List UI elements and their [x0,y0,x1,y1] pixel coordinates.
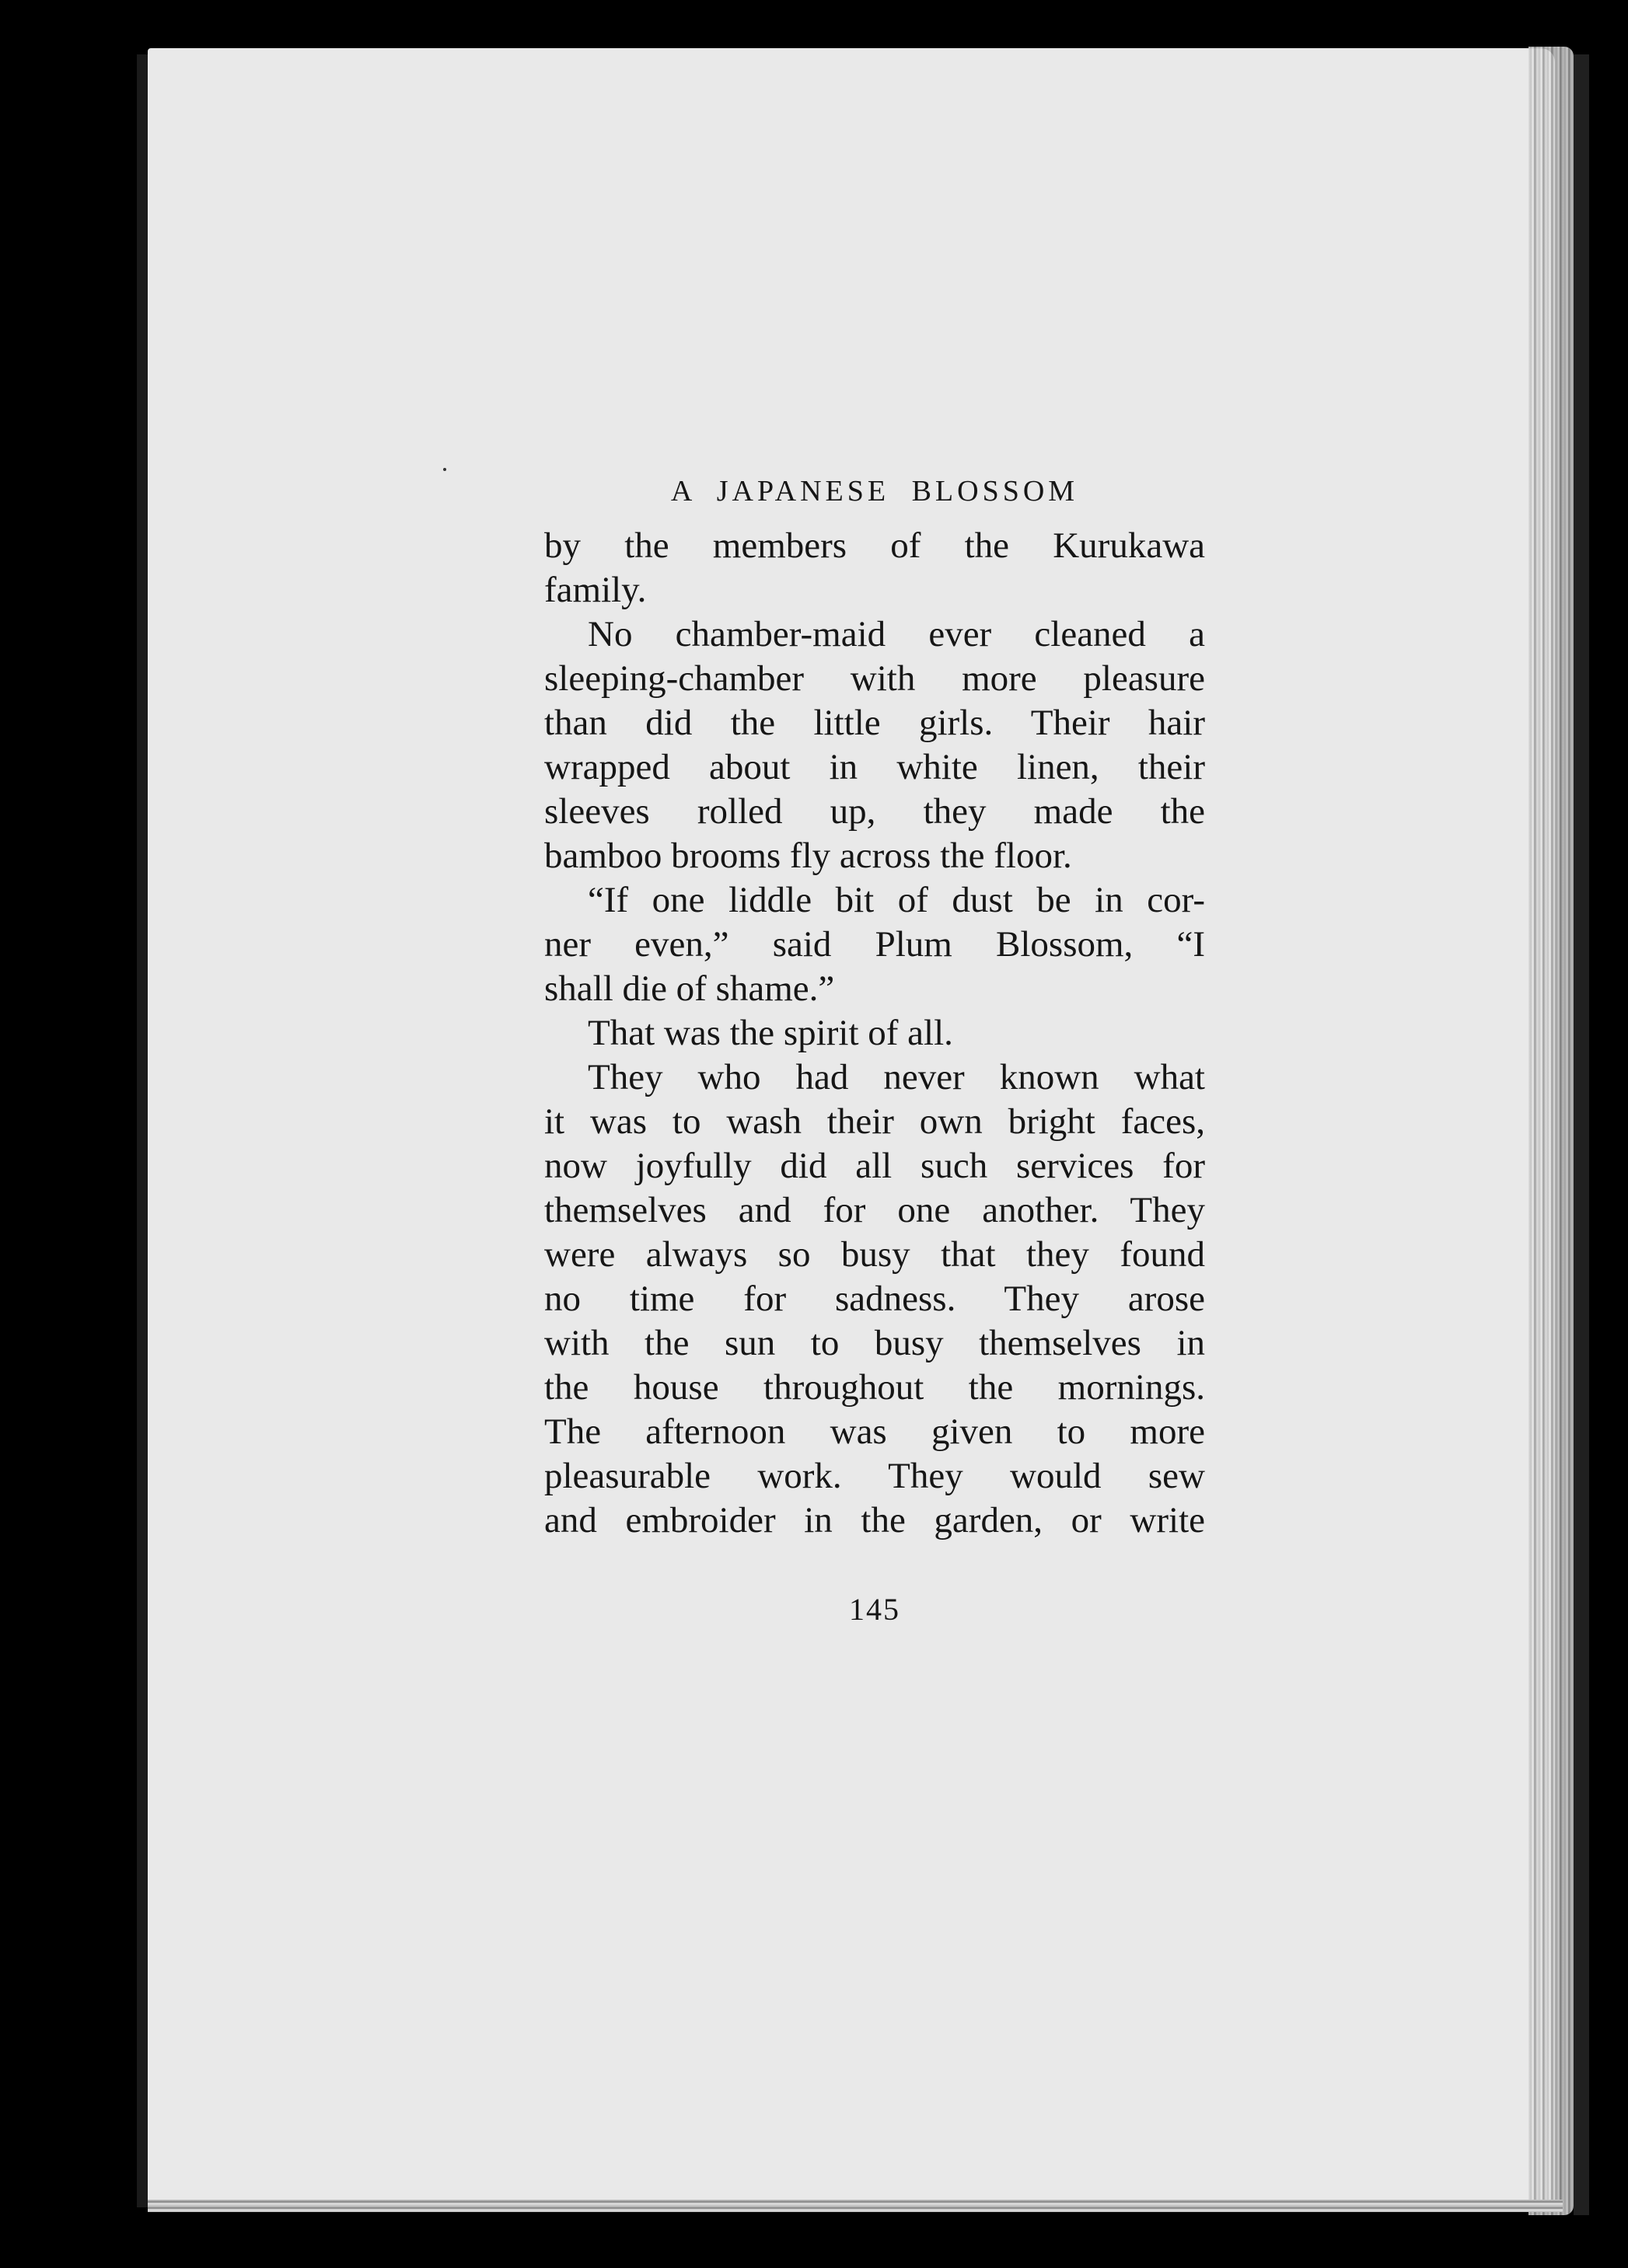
text-line: it was to wash their own bright faces, [544,1101,1205,1142]
text-line: They who had never known what [588,1057,1205,1097]
text-line: bamboo brooms fly across the floor. [544,836,1072,876]
edge-shadow [1574,54,1589,2215]
page-number: 145 [849,1592,900,1627]
text-line: wrapped about in white linen, their [544,747,1205,787]
ink-speck [443,468,446,471]
book-page [148,48,1555,2209]
text-line: and embroider in the garden, or write [544,1500,1205,1540]
text-line: No chamber-maid ever cleaned a [588,614,1205,654]
text-line: were always so busy that they found [544,1234,1205,1275]
text-line: now joyfully did all such services for [544,1146,1205,1186]
text-line: pleasurable work. They would sew [544,1456,1205,1496]
text-line: sleeping-chamber with more pleasure [544,658,1205,699]
text-line: That was the spirit of all. [588,1013,953,1053]
text-line: ner even,” said Plum Blossom, “I [544,924,1205,965]
text-line: The afternoon was given to more [544,1411,1205,1452]
text-line: “If one liddle bit of dust be in cor- [588,880,1205,920]
text-line: shall die of shame.” [544,968,835,1009]
page-bottom-edge [148,2200,1563,2212]
running-head: A JAPANESE BLOSSOM [670,475,1079,508]
text-line: sleeves rolled up, they made the [544,791,1205,832]
text-line: with the sun to busy themselves in [544,1323,1205,1363]
text-line: by the members of the Kurukawa [544,525,1205,566]
text-line: themselves and for one another. They [544,1190,1205,1230]
text-line: the house throughout the mornings. [544,1367,1205,1408]
book-gutter [137,54,148,2207]
page-fore-edge [1528,47,1574,2215]
text-line: no time for sadness. They arose [544,1279,1205,1319]
text-line: family. [544,570,647,610]
text-line: than did the little girls. Their hair [544,703,1205,743]
